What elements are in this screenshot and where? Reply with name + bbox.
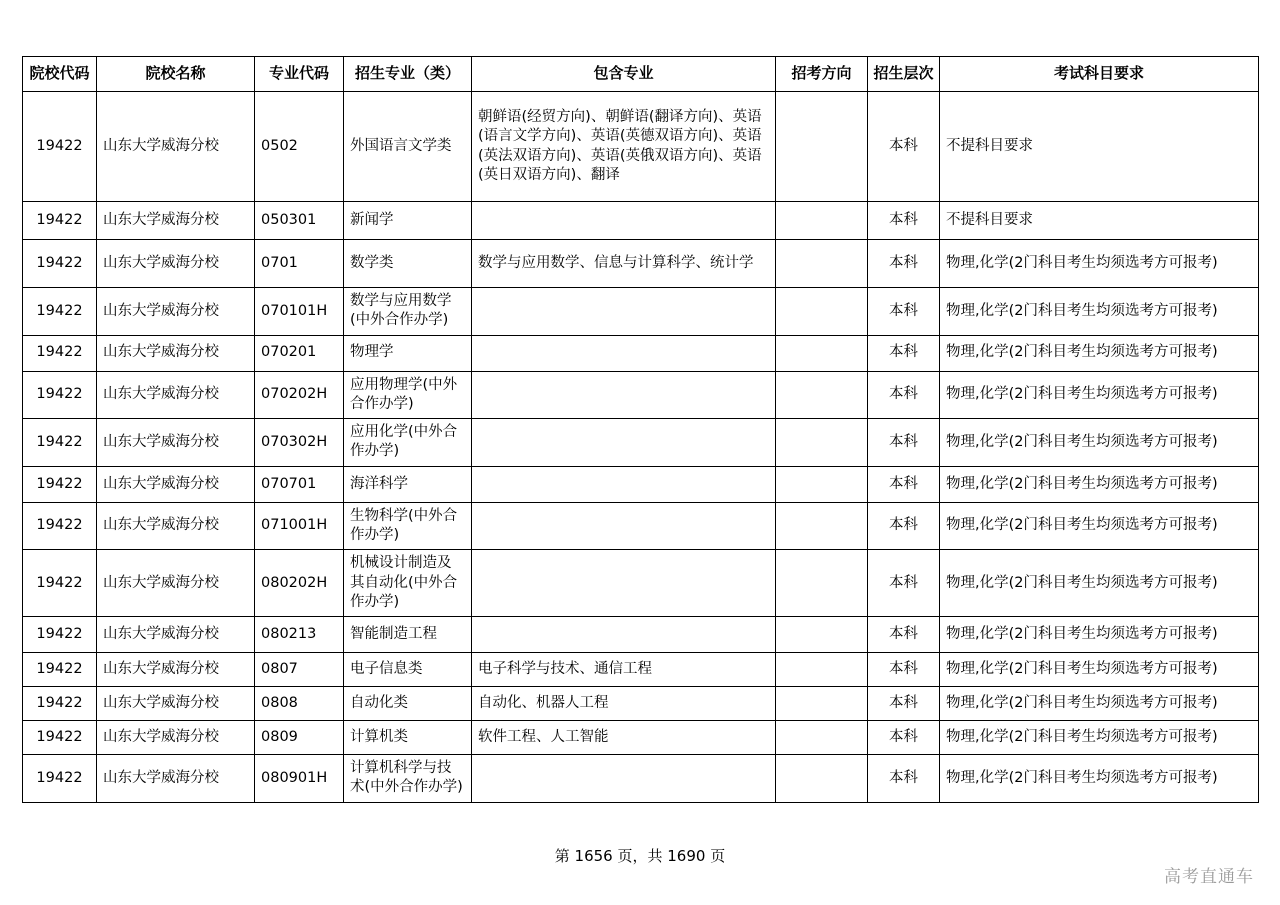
cell-institution-name: 山东大学威海分校	[97, 288, 255, 336]
cell-major-code: 080213	[255, 617, 344, 653]
cell-subject-requirement: 物理,化学(2门科目考生均须选考方可报考)	[940, 721, 1259, 755]
cell-subject-requirement: 物理,化学(2门科目考生均须选考方可报考)	[940, 240, 1259, 288]
table-header-row	[23, 57, 1259, 92]
cell-direction	[776, 502, 868, 550]
cell-institution-code: 19422	[23, 92, 97, 202]
cell-level: 本科	[868, 653, 940, 687]
cell-institution-name: 山东大学威海分校	[97, 721, 255, 755]
cell-institution-code: 19422	[23, 288, 97, 336]
cell-direction	[776, 92, 868, 202]
cell-institution-name: 山东大学威海分校	[97, 371, 255, 419]
cell-direction	[776, 371, 868, 419]
column-header-major-name: 招生专业（类）	[344, 57, 472, 92]
cell-level: 本科	[868, 335, 940, 371]
cell-direction	[776, 419, 868, 467]
cell-level: 本科	[868, 502, 940, 550]
cell-major-name: 数学与应用数学(中外合作办学)	[344, 288, 472, 336]
cell-included-majors	[472, 419, 776, 467]
page-footer: 第 1656 页，共 1690 页	[554, 847, 726, 865]
cell-major-name: 机械设计制造及其自动化(中外合作办学)	[344, 550, 472, 617]
cell-institution-code: 19422	[23, 371, 97, 419]
cell-level: 本科	[868, 550, 940, 617]
cell-direction	[776, 240, 868, 288]
cell-included-majors	[472, 617, 776, 653]
cell-institution-code: 19422	[23, 617, 97, 653]
cell-institution-code: 19422	[23, 466, 97, 502]
cell-institution-name: 山东大学威海分校	[97, 466, 255, 502]
table-row	[23, 92, 1259, 202]
cell-subject-requirement: 物理,化学(2门科目考生均须选考方可报考)	[940, 371, 1259, 419]
cell-institution-code: 19422	[23, 721, 97, 755]
cell-institution-name: 山东大学威海分校	[97, 550, 255, 617]
cell-direction	[776, 721, 868, 755]
table-row	[23, 466, 1259, 502]
cell-institution-code: 19422	[23, 687, 97, 721]
cell-subject-requirement: 物理,化学(2门科目考生均须选考方可报考)	[940, 617, 1259, 653]
table-row	[23, 755, 1259, 803]
cell-subject-requirement: 物理,化学(2门科目考生均须选考方可报考)	[940, 687, 1259, 721]
table-row	[23, 371, 1259, 419]
cell-major-name: 自动化类	[344, 687, 472, 721]
cell-major-code: 080901H	[255, 755, 344, 803]
cell-institution-name: 山东大学威海分校	[97, 92, 255, 202]
admission-majors-table	[22, 56, 1259, 803]
table-body	[23, 92, 1259, 803]
cell-included-majors: 电子科学与技术、通信工程	[472, 653, 776, 687]
cell-institution-code: 19422	[23, 335, 97, 371]
column-header-subject-requirement: 考试科目要求	[940, 57, 1259, 92]
cell-major-name: 智能制造工程	[344, 617, 472, 653]
cell-subject-requirement: 物理,化学(2门科目考生均须选考方可报考)	[940, 550, 1259, 617]
cell-direction	[776, 335, 868, 371]
cell-major-code: 0502	[255, 92, 344, 202]
cell-level: 本科	[868, 755, 940, 803]
cell-major-name: 生物科学(中外合作办学)	[344, 502, 472, 550]
cell-major-code: 080202H	[255, 550, 344, 617]
table-row	[23, 687, 1259, 721]
cell-institution-code: 19422	[23, 653, 97, 687]
cell-major-code: 0807	[255, 653, 344, 687]
cell-major-name: 电子信息类	[344, 653, 472, 687]
cell-subject-requirement: 物理,化学(2门科目考生均须选考方可报考)	[940, 335, 1259, 371]
cell-subject-requirement: 不提科目要求	[940, 92, 1259, 202]
cell-major-name: 应用化学(中外合作办学)	[344, 419, 472, 467]
cell-institution-name: 山东大学威海分校	[97, 755, 255, 803]
cell-institution-code: 19422	[23, 419, 97, 467]
cell-institution-name: 山东大学威海分校	[97, 240, 255, 288]
cell-major-code: 070302H	[255, 419, 344, 467]
cell-institution-name: 山东大学威海分校	[97, 687, 255, 721]
table-row	[23, 502, 1259, 550]
cell-direction	[776, 755, 868, 803]
cell-major-code: 0809	[255, 721, 344, 755]
cell-subject-requirement: 物理,化学(2门科目考生均须选考方可报考)	[940, 502, 1259, 550]
cell-major-code: 070201	[255, 335, 344, 371]
cell-institution-code: 19422	[23, 502, 97, 550]
cell-institution-code: 19422	[23, 240, 97, 288]
column-header-institution-code: 院校代码	[23, 57, 97, 92]
cell-included-majors: 软件工程、人工智能	[472, 721, 776, 755]
column-header-institution-name: 院校名称	[97, 57, 255, 92]
cell-institution-name: 山东大学威海分校	[97, 653, 255, 687]
cell-major-name: 新闻学	[344, 202, 472, 240]
cell-included-majors	[472, 371, 776, 419]
cell-direction	[776, 617, 868, 653]
table-header	[23, 57, 1259, 92]
cell-included-majors: 朝鲜语(经贸方向)、朝鲜语(翻译方向)、英语(语言文学方向)、英语(英德双语方向)、英语(英法双语方向)、英语(英俄双语方向)、英语(英日双语方向)、翻译	[472, 92, 776, 202]
cell-major-name: 计算机类	[344, 721, 472, 755]
cell-major-code: 070202H	[255, 371, 344, 419]
cell-included-majors	[472, 466, 776, 502]
table-row	[23, 202, 1259, 240]
column-header-direction: 招考方向	[776, 57, 868, 92]
table-row	[23, 335, 1259, 371]
cell-level: 本科	[868, 288, 940, 336]
cell-direction	[776, 653, 868, 687]
cell-major-code: 070101H	[255, 288, 344, 336]
cell-included-majors: 数学与应用数学、信息与计算科学、统计学	[472, 240, 776, 288]
cell-level: 本科	[868, 617, 940, 653]
table-row	[23, 617, 1259, 653]
cell-included-majors	[472, 335, 776, 371]
cell-institution-name: 山东大学威海分校	[97, 502, 255, 550]
cell-included-majors	[472, 550, 776, 617]
cell-major-code: 050301	[255, 202, 344, 240]
cell-level: 本科	[868, 721, 940, 755]
cell-level: 本科	[868, 202, 940, 240]
cell-subject-requirement: 物理,化学(2门科目考生均须选考方可报考)	[940, 288, 1259, 336]
cell-subject-requirement: 物理,化学(2门科目考生均须选考方可报考)	[940, 755, 1259, 803]
cell-major-code: 0701	[255, 240, 344, 288]
cell-included-majors	[472, 502, 776, 550]
cell-major-name: 应用物理学(中外合作办学)	[344, 371, 472, 419]
cell-direction	[776, 288, 868, 336]
table-row	[23, 550, 1259, 617]
watermark: 高考直通车	[1164, 867, 1254, 887]
table-row	[23, 240, 1259, 288]
cell-level: 本科	[868, 687, 940, 721]
cell-direction	[776, 550, 868, 617]
cell-included-majors	[472, 202, 776, 240]
cell-major-name: 数学类	[344, 240, 472, 288]
cell-institution-name: 山东大学威海分校	[97, 202, 255, 240]
cell-direction	[776, 466, 868, 502]
cell-major-code: 070701	[255, 466, 344, 502]
table-row	[23, 288, 1259, 336]
column-header-major-code: 专业代码	[255, 57, 344, 92]
column-header-included-majors: 包含专业	[472, 57, 776, 92]
cell-included-majors: 自动化、机器人工程	[472, 687, 776, 721]
cell-subject-requirement: 物理,化学(2门科目考生均须选考方可报考)	[940, 466, 1259, 502]
cell-major-name: 物理学	[344, 335, 472, 371]
cell-level: 本科	[868, 419, 940, 467]
cell-level: 本科	[868, 92, 940, 202]
cell-institution-code: 19422	[23, 202, 97, 240]
cell-major-code: 0808	[255, 687, 344, 721]
cell-major-name: 外国语言文学类	[344, 92, 472, 202]
table-row	[23, 721, 1259, 755]
cell-subject-requirement: 物理,化学(2门科目考生均须选考方可报考)	[940, 419, 1259, 467]
column-header-level: 招生层次	[868, 57, 940, 92]
cell-direction	[776, 202, 868, 240]
cell-major-name: 海洋科学	[344, 466, 472, 502]
cell-level: 本科	[868, 240, 940, 288]
cell-included-majors	[472, 288, 776, 336]
cell-institution-name: 山东大学威海分校	[97, 335, 255, 371]
cell-major-name: 计算机科学与技术(中外合作办学)	[344, 755, 472, 803]
cell-institution-name: 山东大学威海分校	[97, 419, 255, 467]
table-row	[23, 419, 1259, 467]
cell-institution-code: 19422	[23, 755, 97, 803]
table-row	[23, 653, 1259, 687]
cell-major-code: 071001H	[255, 502, 344, 550]
cell-level: 本科	[868, 371, 940, 419]
cell-institution-name: 山东大学威海分校	[97, 617, 255, 653]
cell-subject-requirement: 不提科目要求	[940, 202, 1259, 240]
cell-level: 本科	[868, 466, 940, 502]
cell-included-majors	[472, 755, 776, 803]
cell-institution-code: 19422	[23, 550, 97, 617]
cell-direction	[776, 687, 868, 721]
cell-subject-requirement: 物理,化学(2门科目考生均须选考方可报考)	[940, 653, 1259, 687]
